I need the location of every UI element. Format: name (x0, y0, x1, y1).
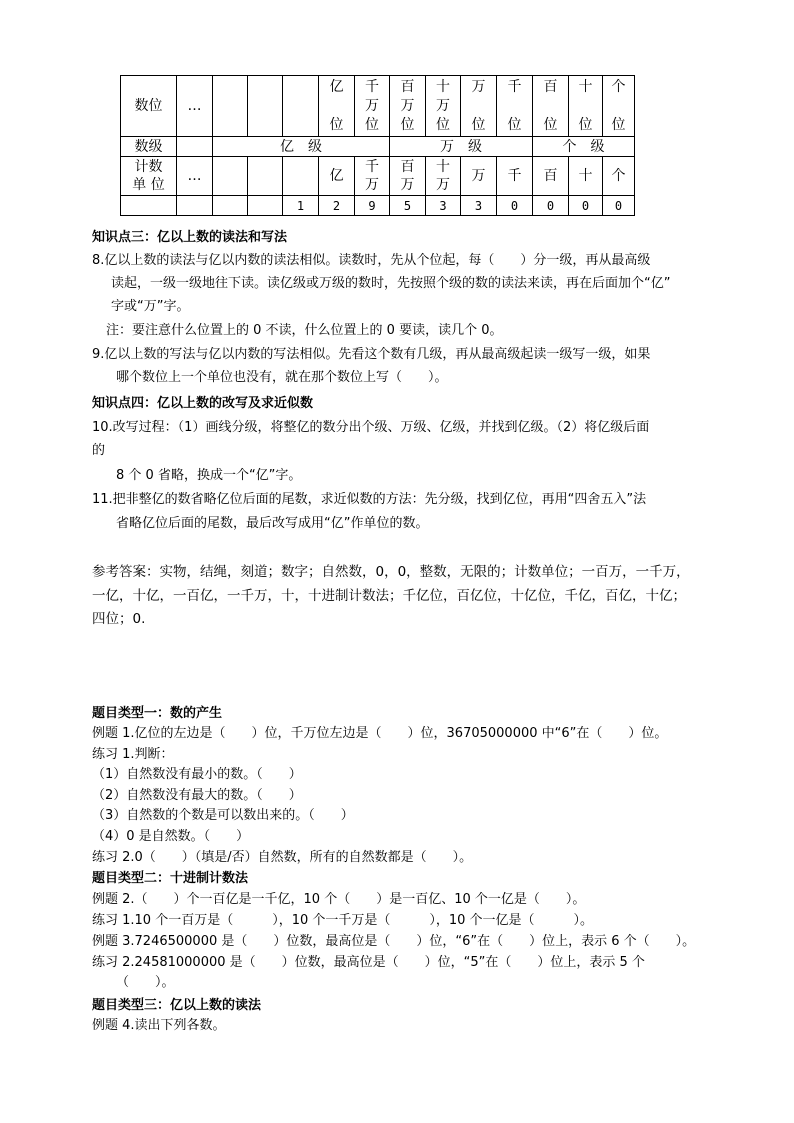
row-periods (121, 137, 635, 157)
paragraph-10: 8 个 0 省略，换成一个“亿”字。 (116, 468, 302, 483)
digit: 0 (533, 196, 569, 216)
place-baiwan: 百 万 位 (390, 76, 426, 137)
place-wan: 万 位 (461, 76, 497, 137)
digit: 0 (603, 196, 635, 216)
paragraph-10: 10.改写过程：（1）画线分级，将整亿的数分出个级、万级、亿级，并找到亿级。（2）将亿级后面 (92, 420, 650, 435)
unit-qianwan: 千 万 (355, 157, 390, 196)
paragraph-8: 读起，一级一级地往下读。读亿级或万级的数时，先按照个级的数的读法来读，再在后面加个“亿” (111, 276, 671, 291)
unit-qian: 千 (497, 157, 533, 196)
paragraph-10: 的 (92, 443, 106, 458)
digit: 1 (283, 196, 319, 216)
paragraph-11: 省略亿位后面的尾数，最后改写成用“亿”作单位的数。 (116, 516, 429, 531)
place-qianwan: 千 万 位 (355, 76, 390, 137)
digit: 0 (497, 196, 533, 216)
judgement-item: （2）自然数没有最大的数。（ ） (92, 788, 302, 803)
unit-shi: 十 (569, 157, 603, 196)
paragraph-8: 8.亿以上数的读法与亿以内数的读法相似。读数时，先从个位起，每（ ）分一级，再从最高级 (92, 253, 651, 268)
place-yi: 亿 位 (319, 76, 355, 137)
note: 注：要注意什么位置上的 0 不读，什么位置上的 0 要读，读几个 0。 (106, 323, 503, 338)
section-heading-t1: 题目类型一：数的产生 (92, 706, 223, 721)
example-4: 例题 4.读出下列各数。 (92, 1018, 226, 1033)
digit: 9 (355, 196, 390, 216)
judgement-item: （3）自然数的个数是可以数出来的。（ ） (92, 808, 354, 823)
section-heading-t3: 题目类型三：亿以上数的读法 (92, 998, 262, 1013)
reference-answers: 四位；0. (92, 611, 146, 627)
place-shi: 十 位 (569, 76, 603, 137)
paragraph-8: 字或“万”字。 (111, 299, 190, 314)
reference-answers: 一亿，十亿，一百亿，一千万，十，十进制计数法；千亿位，百亿位，十亿位，千亿，百亿，十亿； (92, 588, 686, 604)
row-label: 数位 (121, 76, 177, 137)
row-label: 计数 单 位 (121, 157, 177, 196)
paragraph-11: 11.把非整亿的数省略亿位后面的尾数，求近似数的方法：先分级，找到亿位，再用“四舍五入”法 (92, 492, 647, 507)
row-counting-units (121, 157, 635, 196)
unit-yi: 亿 (319, 157, 355, 196)
row-label: 数级 (121, 137, 177, 157)
digit: 5 (390, 196, 426, 216)
example-1: 例题 1.亿位的左边是（ ）位，千万位左边是（ ）位，36705000000 中“6”在（ ）位。 (92, 726, 668, 741)
section-heading-k4: 知识点四：亿以上数的改写及求近似数 (92, 396, 314, 411)
place-value-table (120, 75, 635, 216)
period-wan: 万 级 (390, 137, 533, 157)
practice-1: 练习 1.判断： (92, 747, 174, 762)
judgement-item: （1）自然数没有最小的数。（ ） (92, 767, 302, 782)
example-3: 例题 3.7246500000 是（ ）位数，最高位是（ ）位，“6”在（ ）位上，表示 6 个（ ）。 (92, 934, 696, 949)
place-ge: 个 位 (603, 76, 635, 137)
digit: 3 (461, 196, 497, 216)
ellipsis: … (177, 157, 213, 196)
unit-shiwan: 十 万 (426, 157, 461, 196)
period-yi: 亿 级 (213, 137, 390, 157)
digit: 0 (569, 196, 603, 216)
ellipsis: … (177, 76, 213, 137)
practice-2: 练习 2.24581000000 是（ ）位数，最高位是（ ）位，“5”在（ ）位上，表示 5 个 (92, 955, 645, 970)
practice-1: 练习 1.10 个一百万是（ ），10 个一千万是（ ），10 个一亿是（ ）。 (92, 913, 594, 928)
row-place-names (121, 76, 635, 137)
place-bai: 百 位 (533, 76, 569, 137)
practice-2: 练习 2.0（ ）（填是/否）自然数，所有的自然数都是（ ）。 (92, 850, 473, 865)
example-2: 例题 2.（ ）个一百亿是一千亿，10 个（ ）是一百亿、10 个一亿是（ ）。 (92, 892, 586, 907)
unit-bai: 百 (533, 157, 569, 196)
unit-baiwan: 百 万 (390, 157, 426, 196)
row-digits (121, 196, 635, 216)
period-ge: 个 级 (533, 137, 635, 157)
digit: 3 (426, 196, 461, 216)
reference-answers: 参考答案：实物，结绳，刻道；数字；自然数，0，0，整数，无限的；计数单位；一百万，一千万， (92, 564, 690, 580)
paragraph-9: 9.亿以上数的写法与亿以内数的写法相似。先看这个数有几级，再从最高级起读一级写一级，如果 (92, 347, 651, 362)
practice-2: （ ）。 (116, 975, 175, 990)
paragraph-9: 哪个数位上一个单位也没有，就在那个数位上写（ ）。 (116, 370, 448, 385)
unit-ge: 个 (603, 157, 635, 196)
place-qian: 千 位 (497, 76, 533, 137)
digit: 2 (319, 196, 355, 216)
judgement-item: （4）0 是自然数。（ ） (92, 829, 250, 844)
unit-wan: 万 (461, 157, 497, 196)
section-heading-k3: 知识点三：亿以上数的读法和写法 (92, 230, 288, 245)
section-heading-t2: 题目类型二：十进制计数法 (92, 871, 249, 886)
place-shiwan: 十 万 位 (426, 76, 461, 137)
